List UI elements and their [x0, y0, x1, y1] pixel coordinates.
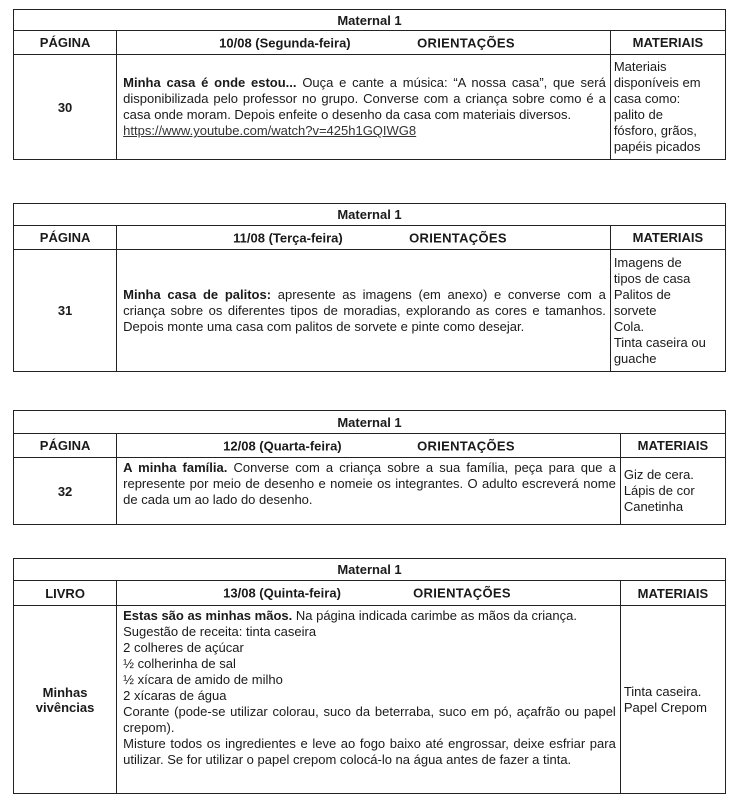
materials-header: MATERIAIS — [610, 226, 725, 250]
table-title: Maternal 1 — [14, 411, 726, 434]
material-line: Cola. — [613, 318, 645, 334]
schedule-table-1 — [13, 9, 726, 160]
page-number: 30 — [14, 55, 117, 160]
activity-text: Ouça e cante a música: “A nossa casa”, que será disponibilizada pelo professor no grupo. Converse com a criança sobre como é a casa onde moram. Depois enfeite o desenho da casa com materiais diversos. — [123, 75, 606, 122]
activity-description — [117, 250, 611, 372]
date-label: 12/08 (Quarta-feira) — [223, 438, 342, 453]
material-line: sorvete — [613, 302, 657, 318]
book-name: Minhas vivências — [14, 606, 117, 794]
orientations-header: ORIENTAÇÕES — [409, 230, 507, 245]
material-line: palito de — [613, 107, 663, 122]
activity-text: apresente as imagens (em anexo) e converse com a criança sobre os diferentes tipos de moradias, explorando as cores e tamanhos. Depois monte uma casa com palitos de sorvete e pinte como desejar. — [123, 286, 606, 334]
recipe-line: Misture todos os ingredientes e leve ao fogo baixo até engrossar, deixe esfriar para utilizar. Se for utilizar o papel crepom colocá-lo na água antes de fazer a tinta. — [123, 736, 616, 767]
activity-text: Na página indicada carimbe as mãos da criança. — [295, 608, 577, 623]
materials-header: MATERIAIS — [620, 581, 725, 606]
material-line: Papel Crepom — [623, 699, 707, 715]
recipe-line: ½ xícara de amido de milho — [123, 672, 283, 687]
activity-title: Estas são as minhas mãos. — [123, 608, 293, 623]
recipe-line: Sugestão de receita: tinta caseira — [123, 624, 317, 639]
date-orientations-header — [117, 226, 611, 250]
recipe-line: 2 colheres de açúcar — [123, 640, 244, 655]
material-line: papéis picados — [613, 139, 701, 154]
table-title: Maternal 1 — [14, 559, 726, 581]
materials-header: MATERIAIS — [620, 434, 725, 458]
material-line: disponíveis em — [613, 75, 701, 90]
activity-description — [117, 606, 621, 794]
material-line: Lápis de cor — [623, 483, 695, 498]
material-line: Giz de cera. — [623, 467, 694, 482]
page-column-header: PÁGINA — [14, 31, 117, 55]
date-orientations-header — [117, 581, 621, 606]
page-number: 31 — [14, 250, 117, 372]
orientations-header: ORIENTAÇÕES — [417, 35, 515, 50]
material-line: Imagens de — [613, 254, 682, 270]
materials-cell — [610, 250, 725, 372]
material-line: Canetinha — [623, 499, 684, 514]
page-number: 32 — [14, 458, 117, 525]
materials-cell — [620, 606, 725, 794]
material-line: Tinta caseira ou — [613, 334, 706, 350]
date-label: 13/08 (Quinta-feira) — [223, 585, 341, 601]
recipe-line: Corante (pode-se utilizar colorau, suco da beterraba, suco em pó, açafrão ou papel crepom). — [123, 704, 616, 735]
activity-title: A minha família. — [123, 460, 228, 475]
book-column-header: LIVRO — [14, 581, 117, 606]
material-line: casa como: — [613, 91, 681, 106]
orientations-header: ORIENTAÇÕES — [417, 438, 515, 453]
date-label: 11/08 (Terça-feira) — [233, 230, 343, 245]
material-line: Materiais — [613, 59, 667, 74]
activity-text: Converse com a criança sobre a sua família, peça para que a represente por meio de desenho e nomeie os integrantes. O adulto escreverá nome de cada um ao lado do desenho. — [123, 460, 616, 507]
schedule-table-4 — [13, 558, 726, 794]
orientations-header: ORIENTAÇÕES — [413, 585, 511, 601]
recipe-line: 2 xícaras de água — [123, 688, 227, 703]
schedule-table-3 — [13, 410, 726, 525]
material-line: tipos de casa — [613, 270, 691, 286]
activity-title: Minha casa é onde estou... — [123, 75, 297, 90]
page-column-header: PÁGINA — [14, 226, 117, 250]
video-link[interactable]: https://www.youtube.com/watch?v=425h1GQIWG8 — [123, 123, 417, 138]
material-line: guache — [613, 350, 657, 366]
material-line: fósforo, grãos, — [613, 123, 697, 138]
activity-description — [117, 55, 611, 160]
materials-cell — [610, 55, 725, 160]
activity-description — [117, 458, 621, 525]
material-line: Tinta caseira. — [623, 683, 702, 699]
table-title: Maternal 1 — [14, 10, 726, 31]
date-orientations-header — [117, 31, 611, 55]
recipe-line: ½ colherinha de sal — [123, 656, 236, 671]
page-column-header: PÁGINA — [14, 434, 117, 458]
schedule-table-2 — [13, 203, 726, 372]
material-line: Palitos de — [613, 286, 671, 302]
date-orientations-header — [117, 434, 621, 458]
table-title: Maternal 1 — [14, 204, 726, 226]
materials-cell — [620, 458, 725, 525]
activity-title: Minha casa de palitos: — [123, 286, 272, 302]
date-label: 10/08 (Segunda-feira) — [219, 35, 351, 50]
materials-header: MATERIAIS — [610, 31, 725, 55]
